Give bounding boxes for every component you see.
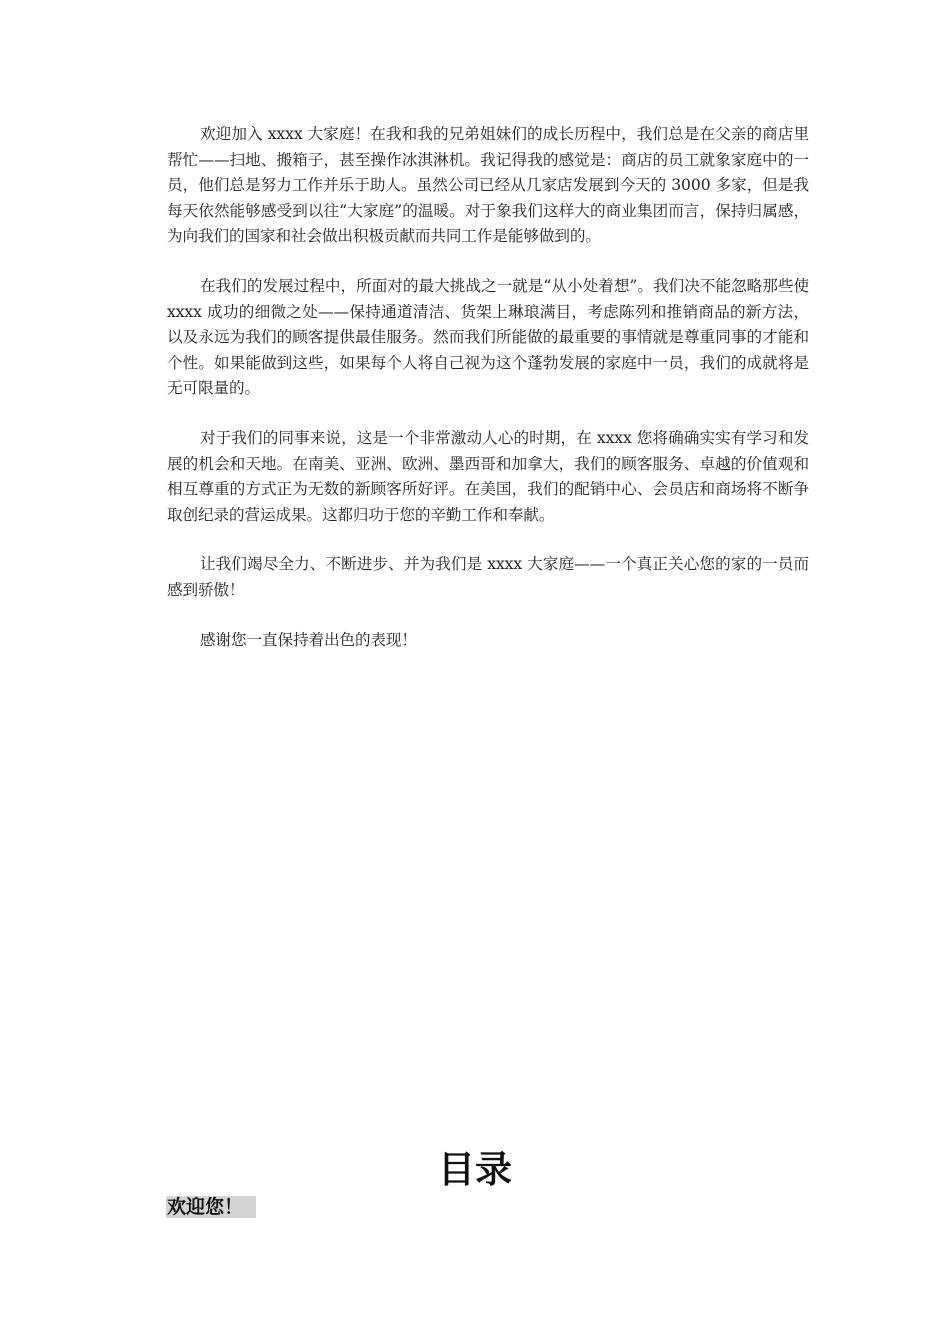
welcome-heading: 欢迎您！ bbox=[166, 1196, 256, 1218]
paragraph-welcome: 欢迎加入 xxxx 大家庭！在我和我的兄弟姐妹们的成长历程中，我们总是在父亲的商店里帮忙——扫地、搬箱子，甚至操作冰淇淋机。我记得我的感觉是：商店的员工就象家庭中的一员，他们总是努力工作并乐于助人。虽然公司已经从几家店发展到今天的 3000 多家，但是我每天依然能够感受到以往“大家庭”的温暖。对于象我们这样大的商业集团而言，保持归属感，为向我们的国家和社会做出积极贡献而共同工作是能够做到的。 bbox=[167, 125, 809, 246]
paragraph-opportunity: 对于我们的同事来说，这是一个非常激动人心的时期，在 xxxx 您将确确实实有学习和发展的机会和天地。在南美、亚洲、欧洲、墨西哥和加拿大，我们的顾客服务、卓越的价值观和相互尊重的方式正为无数的新顾客所好评。在美国，我们的配销中心、会员店和商场将不断争取创纪录的营运成果。这都归功于您的辛勤工作和奉献。 bbox=[167, 428, 809, 524]
paragraph-challenge: 在我们的发展过程中，所面对的最大挑战之一就是“从小处着想”。我们决不能忽略那些使 xxxx 成功的细微之处——保持通道清洁、货架上琳琅满目，考虑陈列和推销商品的新方法，以及永远为我们的顾客提供最佳服务。然而我们所能做的最重要的事情就是尊重同事的才能和个性。如果能做到这些，如果每个人将自己视为这个蓬勃发展的家庭中一员，我们的成就将是无可限量的。 bbox=[167, 276, 809, 398]
paragraph-pride: 让我们竭尽全力、不断进步、并为我们是 xxxx 大家庭——一个真正关心您的家的一员而感到骄傲！ bbox=[167, 555, 809, 599]
paragraph-thanks: 感谢您一直保持着出色的表现！ bbox=[200, 630, 417, 649]
toc-title: 目录 bbox=[438, 1148, 512, 1191]
letter-body bbox=[167, 122, 809, 677]
